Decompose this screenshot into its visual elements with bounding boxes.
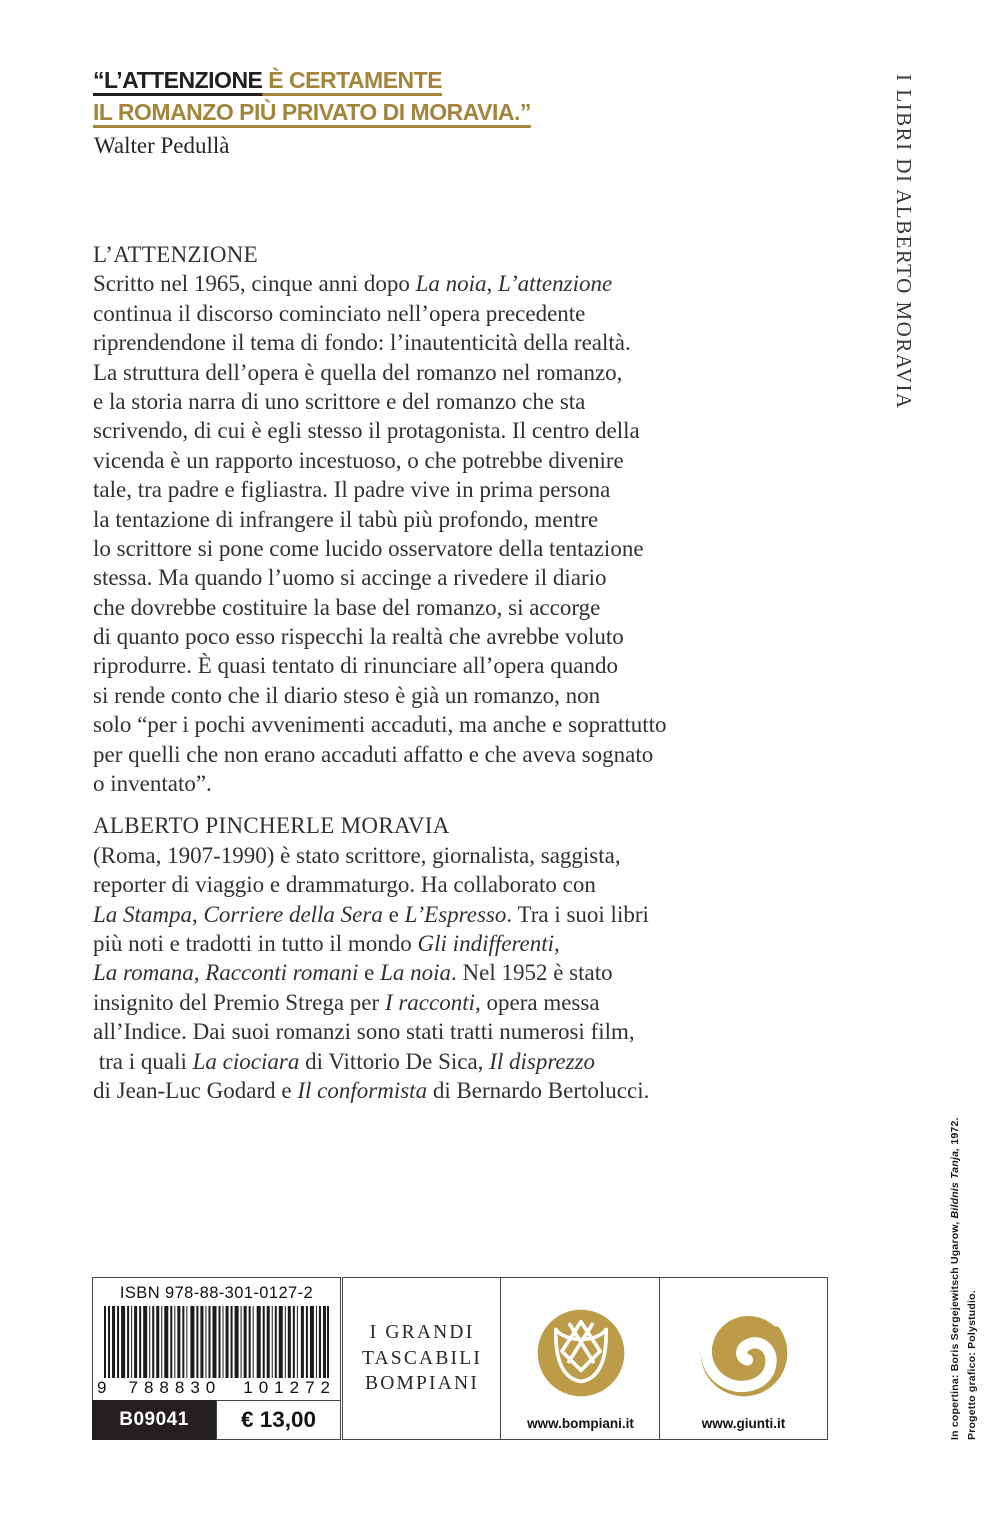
text-line: insignito del Premio Strega per I racconti, opera messa — [93, 989, 600, 1015]
price-box: € 13,00 — [216, 1400, 341, 1440]
synopsis-section — [93, 240, 667, 798]
text-line: di Jean-Luc Godard e Il conformista di Bernardo Bertolucci. — [93, 1077, 650, 1103]
text-line: per quelli che non erano accaduti affatto e che aveva sognato — [93, 741, 654, 767]
text-line: stessa. Ma quando l’uomo si accinge a rivedere il diario — [93, 565, 607, 591]
imprint-line: TASCABILI — [361, 1347, 483, 1369]
text-line: all’Indice. Dai suoi romanzi sono stati tratti numerosi film, — [93, 1019, 635, 1045]
bompiani-url: www.bompiani.it — [527, 1416, 634, 1431]
text-line: vicenda è un rapporto incestuoso, o che potrebbe divenire — [93, 447, 624, 473]
text-line: si rende conto che il diario steso è già un romanzo, non — [93, 682, 601, 708]
giunti-swirl-icon — [692, 1301, 796, 1405]
synopsis-lines — [93, 269, 667, 798]
quote-text-segment: IL ROMANZO PIÙ PRIVATO DI MORAVIA.” — [93, 99, 531, 125]
barcode-digit-group: 101272 — [243, 1378, 336, 1397]
quote-line-2 — [93, 96, 531, 128]
text-line: che dovrebbe costituire la base del romanzo, si accorge — [93, 594, 601, 620]
giunti-logo-box — [659, 1277, 828, 1440]
review-quote — [93, 64, 531, 128]
imprint-line: BOMPIANI — [364, 1373, 480, 1395]
text-line: continua il discorso cominciato nell’opera precedente — [93, 300, 586, 326]
text-line: reporter di viaggio e drammaturgo. Ha collaborato con — [93, 872, 596, 898]
bompiani-logo-box — [500, 1277, 661, 1440]
barcode-digits — [96, 1378, 337, 1398]
quote-text-segment: È CERTAMENTE — [262, 67, 443, 93]
text-line: La struttura dell’opera è quella del romanzo nel romanzo, — [93, 359, 623, 385]
text-line: La Stampa, Corriere della Sera e L’Espresso. Tra i suoi libri — [93, 901, 649, 927]
barcode-icon — [104, 1306, 329, 1382]
edition-code-box: B09041 — [92, 1400, 216, 1440]
series-vertical-title: I LIBRI DI ALBERTO MORAVIA — [892, 74, 916, 410]
text-line: (Roma, 1907-1990) è stato scrittore, giornalista, saggista, — [93, 842, 621, 868]
text-line: scrivendo, di cui è egli stesso il protagonista. Il centro della — [93, 418, 640, 444]
bompiani-tulip-icon — [529, 1301, 633, 1405]
text-line: tale, tra padre e figliastra. Il padre vive in prima persona — [93, 477, 611, 503]
isbn-barcode-box — [92, 1277, 341, 1401]
text-line: riprendendone il tema di fondo: l’inautenticità della realtà. — [93, 330, 631, 356]
text-line: La romana, Racconti romani e La noia. Nel 1952 è stato — [93, 960, 613, 986]
text-line: e la storia narra di uno scrittore e del romanzo che sta — [93, 388, 586, 414]
imprint-line: I GRANDI — [369, 1322, 475, 1344]
cover-credits — [947, 1074, 980, 1440]
quote-attribution: Walter Pedullà — [94, 133, 230, 158]
text-line: o inventato”. — [93, 771, 212, 797]
text-line: Scritto nel 1965, cinque anni dopo La noia, L’attenzione — [93, 271, 613, 297]
cover-credit-line: In copertina: Boris Sergejewitsch Ugarow, Bildnis Tanja, 1972. — [949, 1117, 961, 1440]
barcode-digit-lead: 9 — [97, 1378, 107, 1397]
giunti-url: www.giunti.it — [701, 1416, 786, 1431]
isbn-label: ISBN 978-88-301-0127-2 — [119, 1284, 314, 1302]
text-line: tra i quali La ciociara di Vittorio De Sica, Il disprezzo — [93, 1048, 596, 1074]
imprint-box — [342, 1277, 502, 1440]
synopsis-heading: L’ATTENZIONE — [93, 242, 258, 267]
text-line: più noti e tradotti in tutto il mondo Gli indifferenti, — [93, 930, 560, 956]
quote-line-1 — [93, 64, 531, 96]
author-bio-section — [93, 811, 667, 1105]
barcode-digit-group: 788830 — [128, 1378, 222, 1397]
text-line: solo “per i pochi avvenimenti accaduti, ma anche e soprattutto — [93, 712, 667, 738]
quote-book-title: “L’ATTENZIONE — [93, 67, 263, 93]
author-bio-heading: ALBERTO PINCHERLE MORAVIA — [93, 813, 450, 839]
cover-credit-line: Progetto grafico: Polystudio. — [965, 1290, 978, 1440]
text-line: di quanto poco esso rispecchi la realtà che avrebbe voluto — [93, 624, 624, 650]
text-line: la tentazione di infrangere il tabù più profondo, mentre — [93, 506, 599, 532]
back-cover-text — [93, 240, 667, 1105]
text-line: riprodurre. È quasi tentato di rinunciare all’opera quando — [93, 653, 618, 679]
author-bio-lines — [93, 841, 667, 1106]
text-line: lo scrittore si pone come lucido osservatore della tentazione — [93, 535, 644, 561]
